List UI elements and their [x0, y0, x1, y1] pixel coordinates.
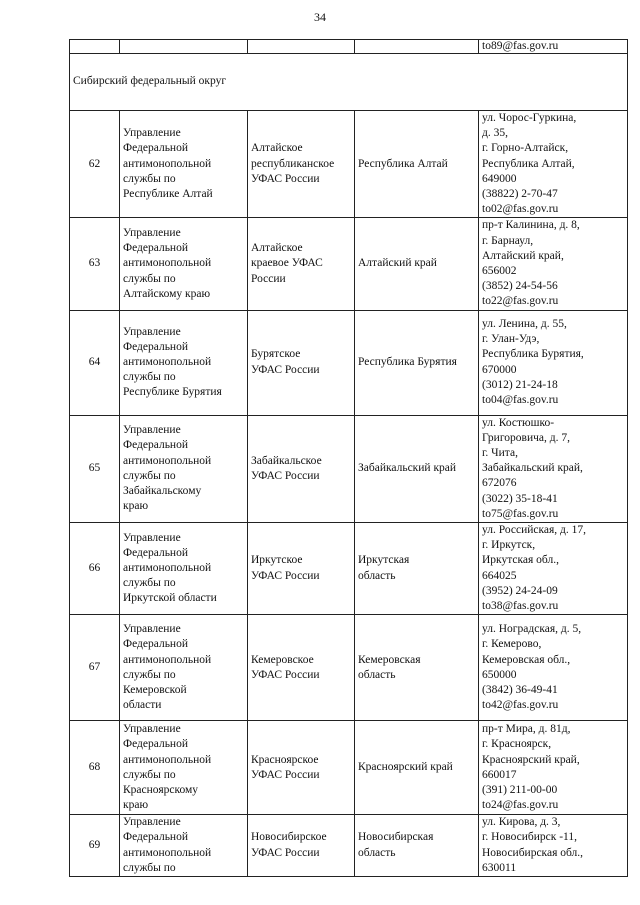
contact-details	[479, 111, 628, 218]
region-name	[355, 111, 479, 218]
contact-details-line: Забайкальский край,	[482, 462, 583, 475]
row-number: 68	[70, 721, 120, 815]
row-number: 62	[70, 111, 120, 218]
contact-details-line: 670000	[482, 363, 517, 376]
department-name-line: краю	[123, 500, 149, 513]
department-name-line: области	[123, 699, 162, 712]
contact-details-line: ул. Ноградская, д. 5,	[482, 623, 582, 636]
table-row	[70, 523, 628, 615]
contact-details-line: ул. Ленина, д. 55,	[482, 318, 567, 331]
region-name-line: Забайкальский край	[358, 462, 457, 475]
region-name	[355, 815, 479, 877]
department-name-line: службы по	[123, 577, 176, 590]
department-name-line: Федеральной	[123, 242, 188, 255]
office-short-name-line: республиканское	[251, 157, 335, 170]
contact-details-line: ул. Костюшко-	[482, 416, 555, 429]
contact-details-line: Новосибирская обл.,	[482, 846, 584, 859]
office-short-name	[248, 523, 355, 615]
contact-details-line: 672076	[482, 477, 517, 490]
region-name-line: область	[358, 846, 396, 859]
region-name-line: Иркутская	[358, 554, 410, 567]
contact-details	[479, 310, 628, 415]
contact-details-line: (391) 211-00-00	[482, 783, 558, 796]
contact-details-line: пр-т Калинина, д. 8,	[482, 219, 580, 232]
empty-cell	[248, 40, 355, 54]
contact-details-line: г. Барнаул,	[482, 234, 534, 247]
contact-details-line: пр-т Мира, д. 81д,	[482, 723, 571, 736]
department-name-line: Управление	[123, 325, 181, 338]
continuation-email: to89@fas.gov.ru	[479, 40, 628, 54]
department-name-line: Кемеровской	[123, 683, 187, 696]
office-short-name-line: УФАС России	[251, 469, 320, 482]
department-name-line: Федеральной	[123, 439, 188, 452]
department-name-line: Республике Алтай	[123, 188, 213, 201]
department-name-line: антимонопольной	[123, 356, 212, 369]
contact-details-line: Республика Бурятия,	[482, 348, 584, 361]
contact-details	[479, 523, 628, 615]
table-row	[70, 218, 628, 310]
department-name-line: Красноярскому	[123, 783, 199, 796]
department-name-line: Федеральной	[123, 738, 188, 751]
department-name	[120, 721, 248, 815]
contact-details-line: Красноярский край,	[482, 753, 580, 766]
department-name-line: краю	[123, 799, 149, 812]
contact-details-line: Иркутская обл.,	[482, 554, 559, 567]
department-name-line: службы по	[123, 768, 176, 781]
region-name	[355, 523, 479, 615]
office-short-name-line: УФАС России	[251, 172, 320, 185]
department-name-line: службы по	[123, 469, 176, 482]
contact-details	[479, 615, 628, 721]
department-name-line: Федеральной	[123, 340, 188, 353]
contact-details-line: to02@fas.gov.ru	[482, 203, 559, 216]
table-row	[70, 310, 628, 415]
region-name	[355, 310, 479, 415]
office-short-name	[248, 615, 355, 721]
empty-cell	[120, 40, 248, 54]
department-name	[120, 615, 248, 721]
contact-details-line: Республика Алтай,	[482, 157, 575, 170]
contact-details-line: Кемеровская обл.,	[482, 653, 571, 666]
region-name-line: Новосибирская	[358, 831, 434, 844]
region-name	[355, 615, 479, 721]
department-name-line: службы по	[123, 172, 176, 185]
department-name-line: службы по	[123, 668, 176, 681]
region-name-line: Кемеровская	[358, 653, 421, 666]
table-row	[70, 721, 628, 815]
department-name-line: Федеральной	[123, 638, 188, 651]
office-short-name-line: УФАС России	[251, 569, 320, 582]
contact-details-line: 649000	[482, 172, 517, 185]
contact-details-line: г. Кемерово,	[482, 638, 542, 651]
department-name-line: Алтайскому краю	[123, 287, 211, 300]
contact-details	[479, 415, 628, 522]
table-row	[70, 111, 628, 218]
department-name-line: Федеральной	[123, 142, 188, 155]
department-name-line: службы по	[123, 861, 176, 874]
department-name	[120, 310, 248, 415]
contact-details-line: 660017	[482, 768, 517, 781]
contact-details-line: ул. Кирова, д. 3,	[482, 816, 561, 829]
contact-details-line: г. Чита,	[482, 447, 518, 460]
department-name	[120, 415, 248, 522]
region-name	[355, 721, 479, 815]
row-number: 69	[70, 815, 120, 877]
office-short-name-line: Алтайское	[251, 142, 303, 155]
office-short-name	[248, 111, 355, 218]
region-name-line: область	[358, 569, 396, 582]
contact-details	[479, 218, 628, 310]
department-name	[120, 815, 248, 877]
office-short-name	[248, 310, 355, 415]
table-row	[70, 415, 628, 522]
department-name-line: Управление	[123, 723, 181, 736]
empty-cell	[355, 40, 479, 54]
region-name-line: область	[358, 668, 396, 681]
row-number: 63	[70, 218, 120, 310]
department-name-line: Забайкальскому	[123, 485, 202, 498]
region-name-line: Алтайский край	[358, 257, 437, 270]
department-name-line: Федеральной	[123, 546, 188, 559]
contact-details	[479, 721, 628, 815]
office-short-name	[248, 815, 355, 877]
row-number: 67	[70, 615, 120, 721]
contact-details-line: Алтайский край,	[482, 249, 564, 262]
contact-details	[479, 815, 628, 877]
office-short-name-line: Красноярское	[251, 753, 319, 766]
office-short-name-line: УФАС России	[251, 668, 320, 681]
contact-details-line: to42@fas.gov.ru	[482, 699, 559, 712]
contact-details-line: to75@fas.gov.ru	[482, 507, 559, 520]
office-short-name	[248, 218, 355, 310]
office-short-name	[248, 721, 355, 815]
department-name-line: Управление	[123, 127, 181, 140]
department-name-line: Управление	[123, 424, 181, 437]
department-name-line: антимонопольной	[123, 257, 212, 270]
department-name-line: антимонопольной	[123, 562, 212, 575]
page-number: 34	[314, 10, 326, 24]
region-name-line: Республика Бурятия	[358, 356, 457, 369]
fas-offices-table	[69, 39, 628, 877]
office-short-name-line: УФАС России	[251, 768, 320, 781]
office-short-name	[248, 415, 355, 522]
table-row	[70, 615, 628, 721]
department-name	[120, 111, 248, 218]
department-name-line: антимонопольной	[123, 157, 212, 170]
contact-details-line: (38822) 2-70-47	[482, 188, 558, 201]
contact-details-line: 650000	[482, 668, 517, 681]
row-number: 66	[70, 523, 120, 615]
region-name	[355, 218, 479, 310]
department-name-line: Федеральной	[123, 831, 188, 844]
department-name-line: Управление	[123, 227, 181, 240]
contact-details-line: to04@fas.gov.ru	[482, 394, 559, 407]
continuation-row	[70, 40, 628, 54]
office-short-name-line: Кемеровское	[251, 653, 314, 666]
table-row	[70, 815, 628, 877]
contact-details-line: ул. Чорос-Гуркина,	[482, 112, 577, 124]
office-short-name-line: России	[251, 272, 286, 285]
contact-details-line: to22@fas.gov.ru	[482, 295, 559, 308]
department-name-line: антимонопольной	[123, 846, 212, 859]
office-short-name-line: Забайкальское	[251, 454, 322, 467]
contact-details-line: (3022) 35-18-41	[482, 492, 558, 505]
contact-details-line: to24@fas.gov.ru	[482, 799, 559, 812]
department-name	[120, 218, 248, 310]
office-short-name-line: Алтайское	[251, 242, 303, 255]
contact-details-line: ул. Российская, д. 17,	[482, 524, 587, 537]
office-short-name-line: Новосибирское	[251, 831, 327, 844]
contact-details-line: г. Красноярск,	[482, 738, 552, 751]
region-name-line: Красноярский край	[358, 761, 453, 774]
office-short-name-line: Иркутское	[251, 554, 303, 567]
contact-details-line: (3952) 24-24-09	[482, 584, 558, 597]
office-short-name-line: УФАС России	[251, 363, 320, 376]
contact-details-line: (3012) 21-24-18	[482, 378, 558, 391]
department-name	[120, 523, 248, 615]
contact-details-line: 664025	[482, 569, 517, 582]
contact-details-line: г. Улан-Удэ,	[482, 333, 540, 346]
region-name	[355, 415, 479, 522]
department-name-line: Управление	[123, 531, 181, 544]
department-name-line: службы по	[123, 272, 176, 285]
district-title: Сибирский федеральный округ	[70, 54, 628, 111]
contact-details-line: to38@fas.gov.ru	[482, 600, 559, 613]
department-name-line: антимонопольной	[123, 454, 212, 467]
region-name-line: Республика Алтай	[358, 157, 448, 170]
department-name-line: службы по	[123, 371, 176, 384]
office-short-name-line: Бурятское	[251, 348, 301, 361]
contact-details-line: Григоровича, д. 7,	[482, 431, 570, 444]
contact-details-line: г. Новосибирск -11,	[482, 831, 577, 844]
department-name-line: Управление	[123, 623, 181, 636]
contact-details-line: г. Иркутск,	[482, 539, 536, 552]
empty-cell	[70, 40, 120, 54]
department-name-line: Республике Бурятия	[123, 386, 222, 399]
contact-details-line: 656002	[482, 265, 517, 278]
row-number: 65	[70, 415, 120, 522]
department-name-line: антимонопольной	[123, 653, 212, 666]
contact-details-line: д. 35,	[482, 127, 508, 140]
department-name-line: Управление	[123, 816, 181, 829]
contact-details-line: 630011	[482, 861, 517, 874]
office-short-name-line: УФАС России	[251, 846, 320, 859]
contact-details-line: (3842) 36-49-41	[482, 683, 558, 696]
row-number: 64	[70, 310, 120, 415]
department-name-line: Иркутской области	[123, 592, 217, 605]
contact-details-line: г. Горно-Алтайск,	[482, 142, 569, 155]
contact-details-line: (3852) 24-54-56	[482, 280, 558, 293]
office-short-name-line: краевое УФАС	[251, 257, 323, 270]
department-name-line: антимонопольной	[123, 753, 212, 766]
district-header-row	[70, 54, 628, 111]
